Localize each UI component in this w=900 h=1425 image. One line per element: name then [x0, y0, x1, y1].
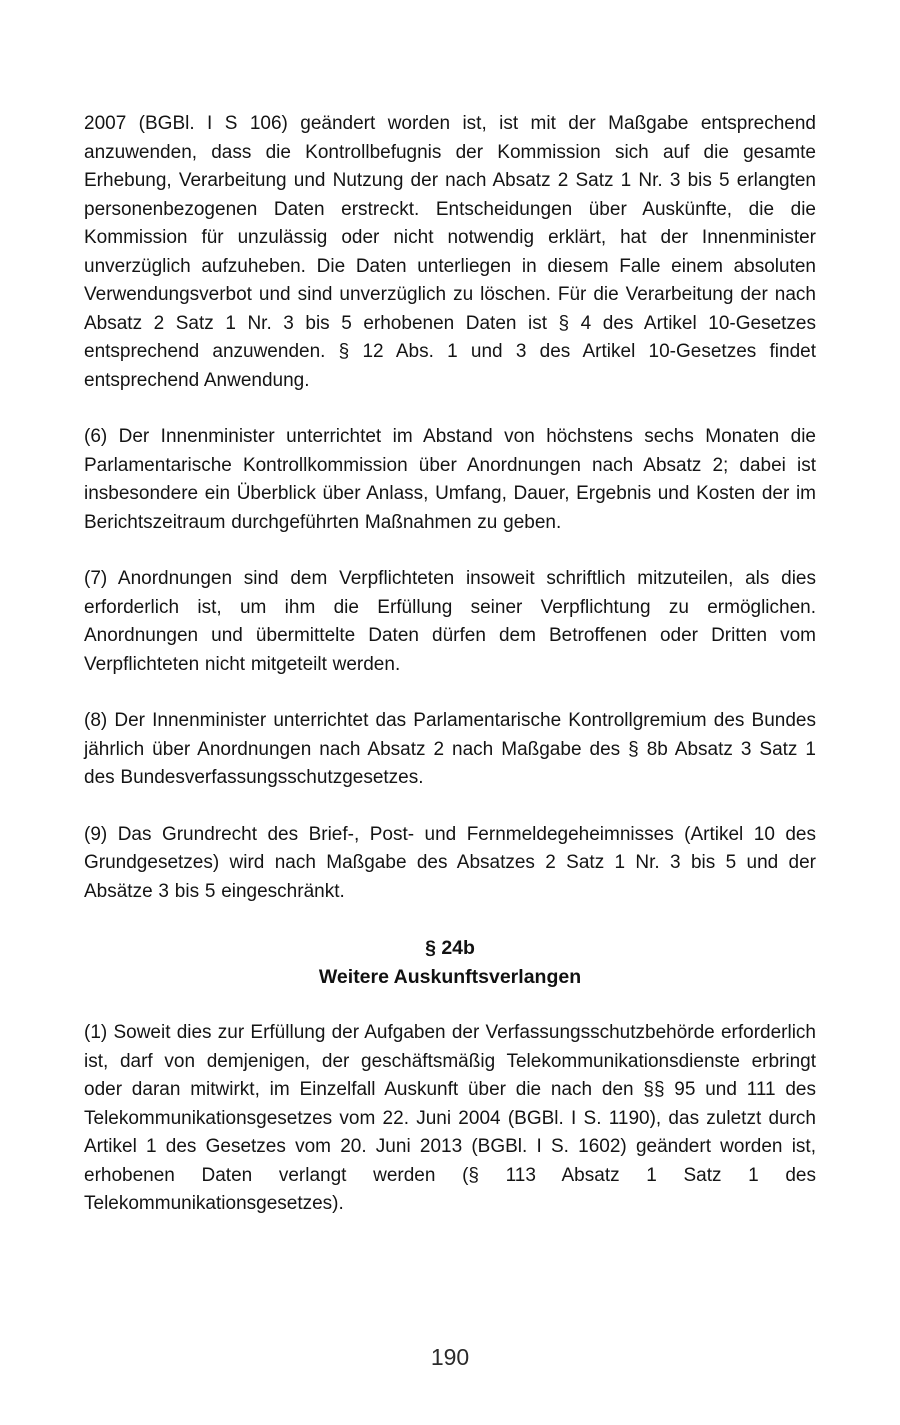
paragraph-7: (7) Anordnungen sind dem Verpflichteten insoweit schriftlich mitzuteilen, als dies erforderlich ist, um ihm die Erfüllung seiner Verpflichtung zu ermöglichen. Anordnungen und übermittelte Daten dürfen dem Betroffenen oder Dritten vom Verpflichteten nicht mitgeteilt werden.: [84, 568, 816, 675]
paragraph-9: (9) Das Grundrecht des Brief-, Post- und Fernmeldegeheimnisses (Artikel 10 des Grundgesetzes) wird nach Maßgabe des Absatzes 2 Satz 1 Nr. 3 bis 5 und der Absätze 3 bis 5 eingeschränkt.: [84, 823, 816, 902]
paragraph-6: (6) Der Innenminister unterrichtet im Abstand von höchstens sechs Monaten die Parlamentarische Kontrollkommission über Anordnungen nach Absatz 2; dabei ist insbesondere ein Überblick über Anlass, Umfang, Dauer, Ergebnis und Kosten der im Berichtszeitraum durchgeführten Maßnahmen zu geben.: [84, 426, 816, 533]
section-number: § 24b: [425, 937, 475, 959]
section-heading: [84, 934, 816, 991]
paragraph-1: (1) Soweit dies zur Erfüllung der Aufgaben der Verfassungsschutzbehörde erforderlich ist, darf von demjenigen, der geschäftsmäßig Telekommunikationsdienste erbringt oder daran mitwirkt, im Einzelfall Auskunft über die nach den §§ 95 und 111 des Telekommunikationsgesetzes vom 22. Juni 2004 (BGBl. I S. 1190), das zuletzt durch Artikel 1 des Gesetzes vom 20. Juni 2013 (BGBl. I S. 1602) geändert worden ist, erhobenen Daten verlangt werden (§ 113 Absatz 1 Satz 1 des Telekommunikationsgesetzes).: [84, 1022, 816, 1214]
section-title: Weitere Auskunftsverlangen: [318, 965, 582, 988]
page-number: 190: [430, 1344, 470, 1370]
paragraph-8: (8) Der Innenminister unterrichtet das Parlamentarische Kontrollgremium des Bundes jährlich über Anordnungen nach Absatz 2 nach Maßgabe des § 8b Absatz 3 Satz 1 des Bundesverfassungsschutzgesetzes.: [84, 710, 816, 788]
paragraph-continuation: 2007 (BGBl. I S 106) geändert worden ist, ist mit der Maßgabe entsprechend anzuwenden, dass die Kontrollbefugnis der Kommission sich auf die gesamte Erhebung, Verarbeitung und Nutzung der nach Absatz 2 Satz 1 Nr. 3 bis 5 erlangten personenbezogenen Daten erstreckt. Entscheidungen über Auskünfte, die die Kommission für unzulässig oder nicht notwendig erklärt, hat der Innenminister unverzüglich aufzuheben. Die Daten unterliegen in diesem Falle einem absoluten Verwendungsverbot und sind unverzüglich zu löschen. Für die Verarbeitung der nach Absatz 2 Satz 1 Nr. 3 bis 5 erhobenen Daten ist § 4 des Artikel 10-Gesetzes entsprechend anzuwenden. § 12 Abs. 1 und 3 des Artikel 10-Gesetzes findet entsprechend Anwendung.: [84, 113, 816, 391]
text-block: [84, 110, 816, 1247]
